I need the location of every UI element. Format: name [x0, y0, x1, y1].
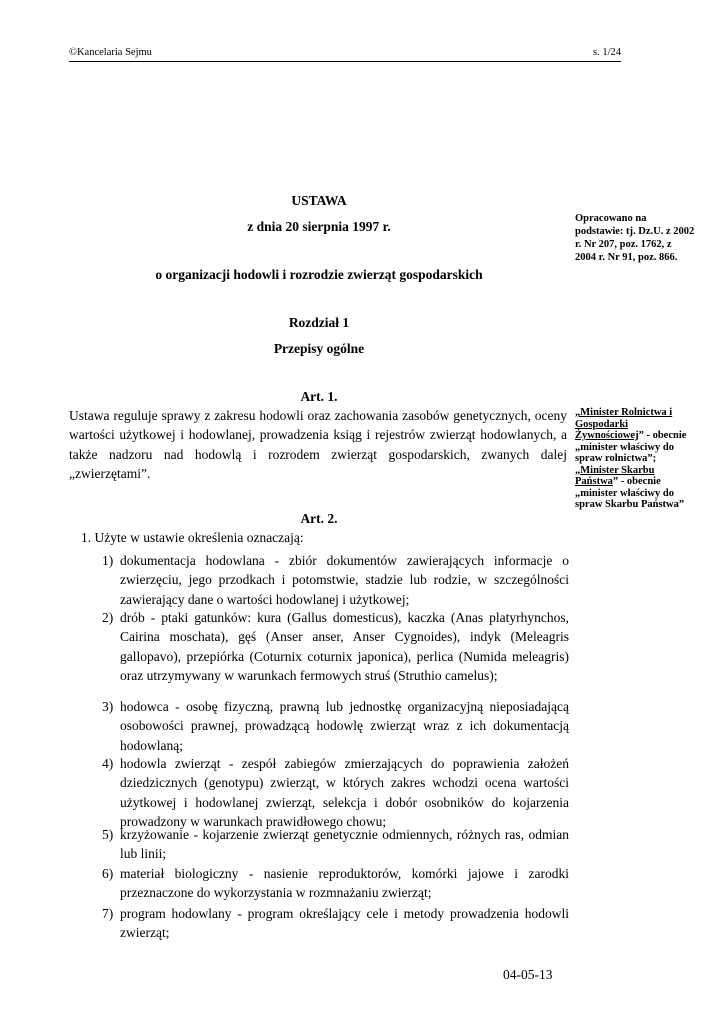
- item-text: hodowca - osobę fizyczną, prawną lub jednostkę organizacyjną nieposiadającą osobowości prawnej, prowadzącą hodowlę zwierząt wraz z ich dokumentacją hodowlaną;: [120, 699, 569, 753]
- document-subject: o organizacji hodowli i rozrodzie zwierząt gospodarskich: [155, 267, 483, 282]
- art1-heading: Art. 1.: [300, 389, 338, 404]
- header-publisher: ©Kancelaria Sejmu: [69, 47, 152, 58]
- definition-item: [102, 608, 569, 685]
- item-number: 2): [102, 610, 114, 625]
- item-number: 3): [102, 699, 114, 714]
- definition-item: [102, 904, 569, 943]
- side-note-source: Opracowano na podstawie: tj. Dz.U. z 2002 r. Nr 207, poz. 1762, z 2004 r. Nr 91, poz. 866.: [575, 213, 695, 263]
- art2-heading: Art. 2.: [300, 511, 338, 526]
- art2-lead: 1. Użyte w ustawie określenia oznaczają:: [81, 530, 304, 545]
- definition-item: [102, 551, 569, 609]
- document-date: z dnia 20 sierpnia 1997 r.: [247, 219, 391, 234]
- item-number: 7): [102, 906, 114, 921]
- definition-item: [102, 754, 569, 831]
- definition-item: [102, 825, 569, 864]
- definition-item: [102, 864, 569, 903]
- minister2-term: „Minister Skarbu Państwa: [575, 464, 655, 487]
- item-text: hodowla zwierząt - zespół zabiegów zmierzających do poprawienia założeń dziedzicznych (genotypu) zwierząt, w których zakres wchodzi ocena wartości użytkowej i hodowlanej zwierząt, selekcja i dobór osobników do kojarzenia prowadzony w warunkach prawidłowego chowu;: [120, 756, 569, 829]
- item-text: dokumentacja hodowlana - zbiór dokumentów zawierających informacje o zwierzęciu, jego przodkach i potomstwie, stadzie lub rodzie, w szczególności zawierający dane o wartości hodowlanej i użytkowej;: [120, 553, 569, 607]
- item-number: 1): [102, 553, 114, 568]
- side-note-amendments: [575, 407, 695, 511]
- page-header: [69, 45, 621, 62]
- chapter-name: Przepisy ogólne: [273, 341, 365, 356]
- document-type: USTAWA: [291, 193, 347, 208]
- minister1-note: ” - obecnie „minister właściwy do spraw rolnictwa”;: [575, 430, 687, 464]
- chapter-number: Rozdział 1: [288, 315, 350, 330]
- definition-item: [102, 697, 569, 755]
- item-number: 6): [102, 866, 114, 881]
- header-page-number: s. 1/24: [592, 47, 621, 58]
- item-number: 4): [102, 756, 114, 771]
- item-text: materiał biologiczny - nasienie reproduktorów, komórki jajowe i zarodki przeznaczone do wykorzystania w rozmnażaniu zwierząt;: [120, 866, 569, 901]
- minister2-note: ” - obecnie „minister właściwy do spraw Skarbu Państwa”: [575, 476, 685, 510]
- minister1-term: „Minister Rolnictwa i Gospodarki Żywnościowej: [575, 407, 673, 441]
- item-text: drób - ptaki gatunków: kura (Gallus domesticus), kaczka (Anas platyrhynchos, Cairina moschata), gęś (Anser anser, Anser Cygnoides), indyk (Meleagris gallopavo), przepiórka (Coturnix coturnix japonica), perlica (Numida meleagris) oraz utrzymywany w warunkach fermowych struś (Struthio camelus);: [120, 610, 569, 683]
- footer-date: 04-05-13: [503, 967, 553, 982]
- item-text: krzyżowanie - kojarzenie zwierząt genetycznie odmiennych, różnych ras, odmian lub linii;: [120, 827, 569, 862]
- item-number: 5): [102, 827, 114, 842]
- art1-text: Ustawa reguluje sprawy z zakresu hodowli oraz zachowania zasobów genetycznych, oceny wartości użytkowej i hodowlanej, prowadzenia ksiąg i rejestrów zwierząt hodowlanych, a także nadzoru nad hodowlą i rozrodem zwierząt gospodarskich, zwanych dalej „zwierzętami”.: [69, 408, 567, 481]
- item-text: program hodowlany - program określający cele i metody prowadzenia hodowli zwierząt;: [120, 906, 569, 941]
